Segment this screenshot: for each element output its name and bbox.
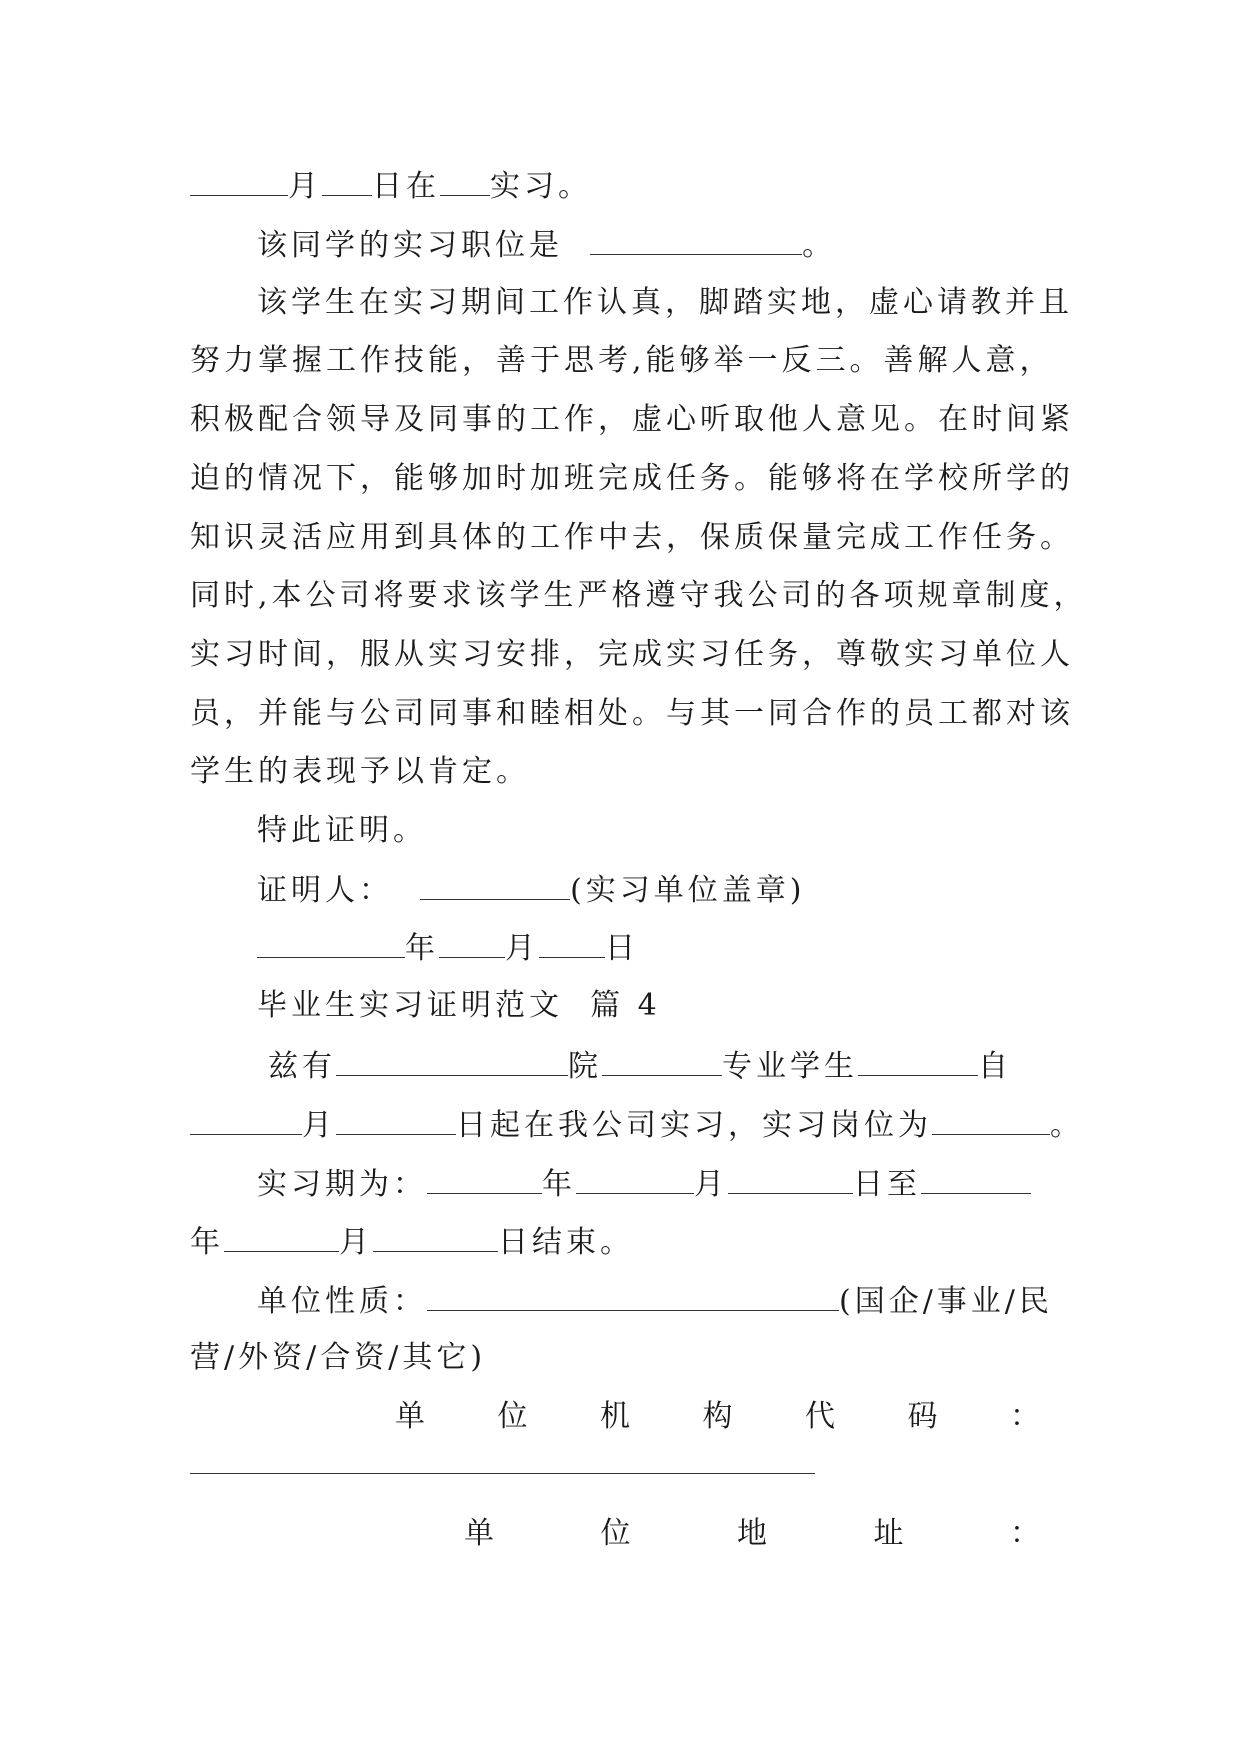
section-heading: 毕业生实习证明范文 篇 4 [257,988,661,1023]
paragraph-line: 学生的表现予以肯定。 [190,754,530,789]
blank [858,1045,978,1076]
blank [590,224,802,255]
position-line: 该同学的实习职位是 。 [257,224,836,266]
blank [427,1163,542,1194]
blank [602,1045,722,1076]
paragraph-line: 该学生在实习期间工作认真，脚踏实地，虚心请教并且 [257,285,1073,320]
signature-date: 年 月 日 [257,927,639,969]
intro-line-1: 兹有 院 专业学生 自 [268,1045,1012,1087]
blank [373,1221,498,1252]
blank [539,927,605,958]
blank [336,1104,456,1135]
paragraph-line: 迫的情况下，能够加时加班完成任务。能够将在学校所学的 [190,461,1074,496]
paragraph-line: 实习时间，服从实习安排，完成实习任务，尊敬实习单位人 [190,637,1074,672]
unit-nature-options: 营/外资/合资/其它) [190,1340,487,1375]
blank [427,1280,839,1311]
blank [322,165,372,196]
prover-line: 证明人： (实习单位盖章) [257,869,806,911]
blank [336,1045,568,1076]
blank [420,869,570,900]
paragraph-line: 积极配合领导及同事的工作，虚心听取他人意见。在时间紧 [190,402,1074,437]
certify-text: 特此证明。 [257,813,427,848]
blank [932,1104,1050,1135]
paragraph-line: 同时,本公司将要求该学生严格遵守我公司的各项规章制度， [190,578,1088,613]
intro-line-2: 月 日起在我公司实习，实习岗位为 。 [190,1104,1084,1146]
unit-nature-line: 单位性质： (国企/事业/民 [257,1280,1053,1322]
paragraph-line: 努力掌握工作技能，善于思考,能够举一反三。善解人意， [190,343,1054,378]
blank [440,165,490,196]
period-line-2: 年 月 日结束。 [190,1221,634,1263]
paragraph-line: 员，并能与公司同事和睦相处。与其一同合作的员工都对该 [190,696,1074,731]
blank [224,1221,339,1252]
date-line-top: 月 日在 实习。 [190,165,592,207]
blank [728,1163,853,1194]
blank [190,165,288,196]
address-label: 单 位 地 址 ： [464,1516,1040,1551]
blank [257,927,405,958]
blank [190,1104,302,1135]
blank [921,1163,1031,1194]
blank [576,1163,694,1194]
period-line-1: 实习期为： 年 月 日至 [257,1163,1031,1205]
blank [439,927,505,958]
org-code-blank [190,1473,815,1474]
paragraph-line: 知识灵活应用到具体的工作中去，保质保量完成工作任务。 [190,520,1074,555]
org-code-label: 单 位 机 构 代 码 ： [395,1399,1040,1434]
